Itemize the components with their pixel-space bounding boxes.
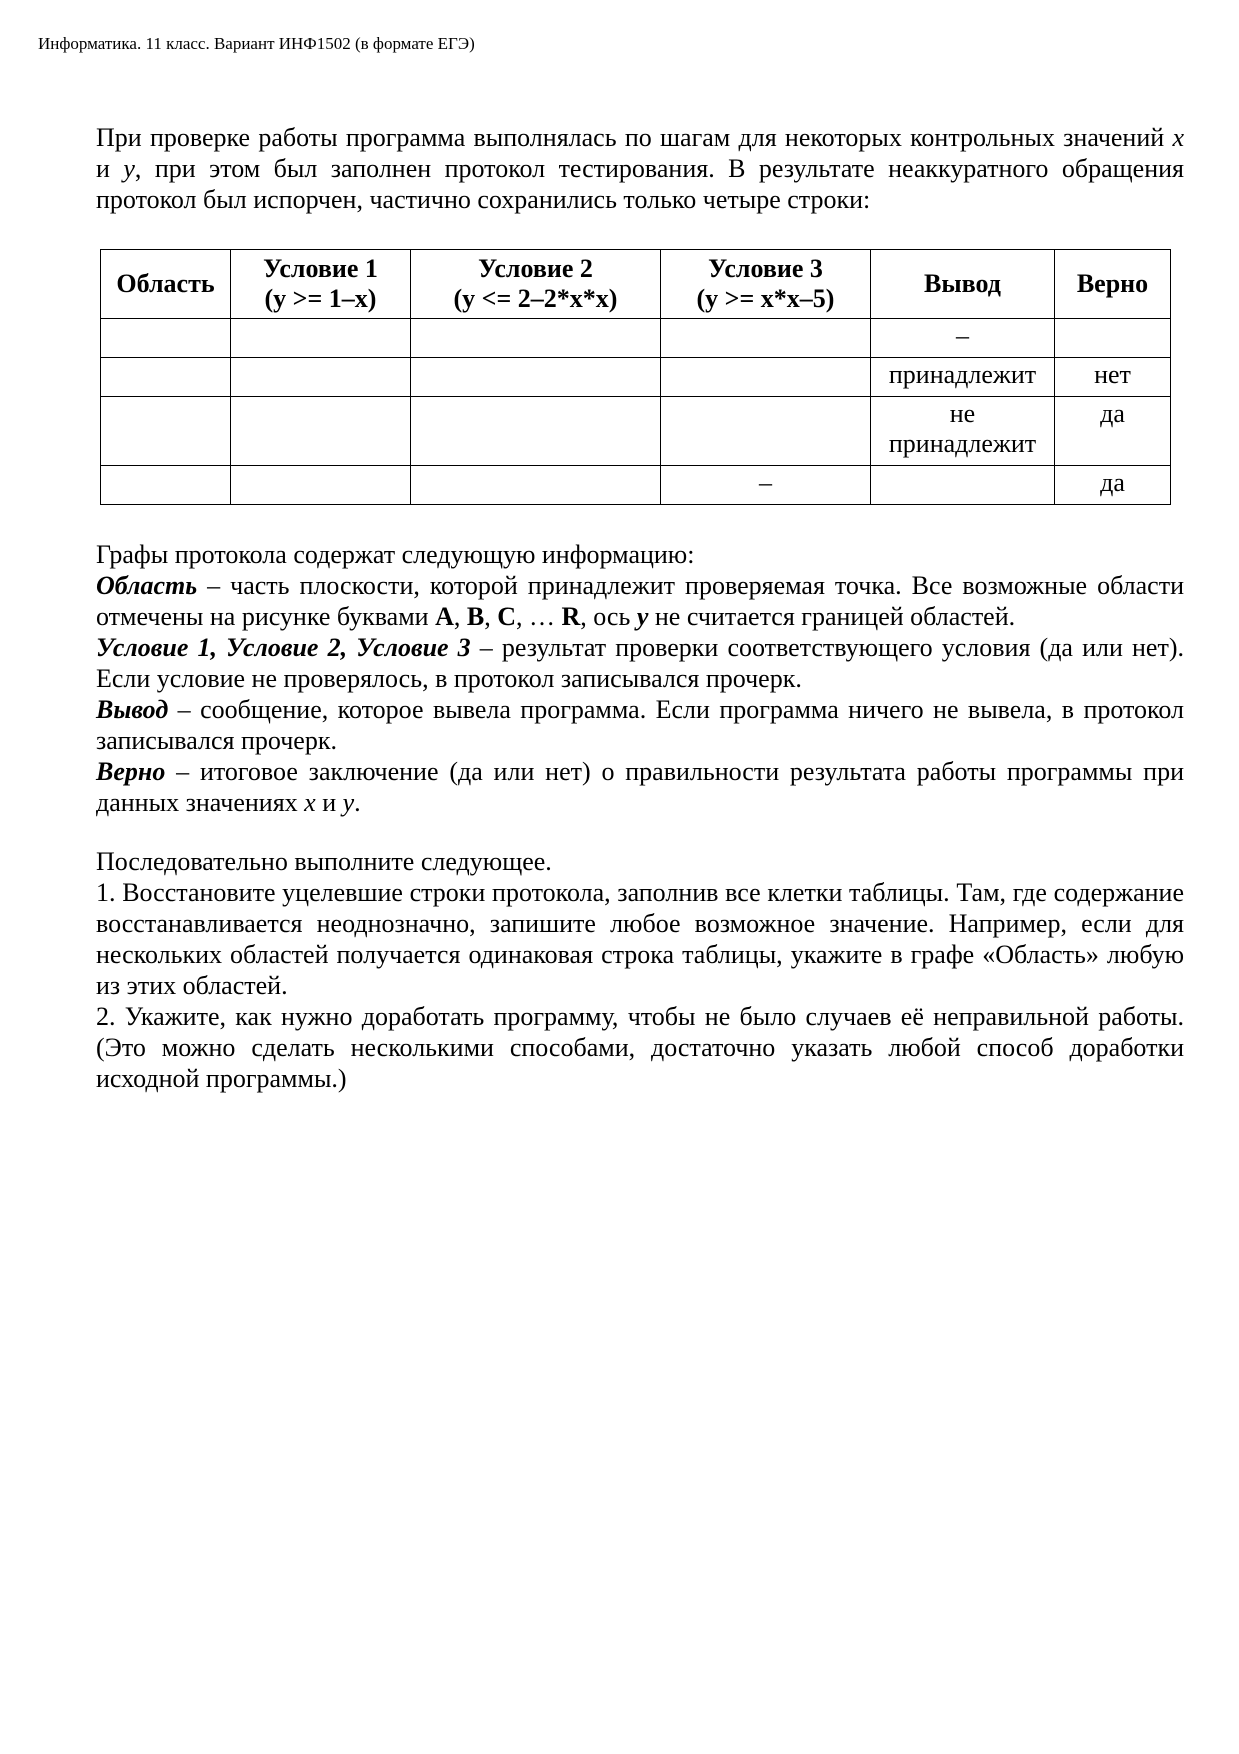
table-cell: да bbox=[1055, 397, 1171, 466]
table-cell: – bbox=[871, 319, 1055, 358]
var-y: y bbox=[342, 788, 355, 817]
header-cond3 bbox=[661, 250, 871, 319]
ellipsis: , … bbox=[516, 602, 562, 631]
table-row bbox=[101, 397, 1171, 466]
cond3-title: Условие 3 bbox=[708, 254, 823, 283]
def-output-label: Вывод bbox=[96, 695, 169, 724]
header-cond2 bbox=[411, 250, 661, 319]
var-x: x bbox=[1172, 123, 1184, 152]
table-cell bbox=[101, 358, 231, 397]
tasks-intro: Последовательно выполните следующее. bbox=[96, 847, 552, 876]
table-cell bbox=[101, 466, 231, 505]
table-cell bbox=[661, 319, 871, 358]
task-1: 1. Восстановите уцелевшие строки протокола, заполнив все клетки таблицы. Там, где содержание восстанавливается неоднозначно, запишите любое возможное значение. Например, если для нескольких областей получается одинаковая строка таблицы, укажите в графе «Область» любую из этих областей. bbox=[96, 878, 1184, 1000]
table-cell: – bbox=[661, 466, 871, 505]
letter-b: B bbox=[466, 602, 485, 631]
letter-a: A bbox=[435, 602, 454, 631]
def-area-text-2: не считается границей областей. bbox=[648, 602, 1016, 631]
table-row bbox=[101, 358, 1171, 397]
table-cell bbox=[411, 358, 661, 397]
intro-paragraph bbox=[96, 122, 1184, 215]
header-area: Область bbox=[101, 250, 231, 319]
def-area-label: Область bbox=[96, 571, 198, 600]
table-cell bbox=[231, 358, 411, 397]
document-body bbox=[96, 122, 1184, 1094]
table-cell bbox=[231, 397, 411, 466]
axis-y: y bbox=[636, 602, 649, 631]
table-cell bbox=[231, 319, 411, 358]
cond1-title: Условие 1 bbox=[263, 254, 378, 283]
def-cond-text: – результат проверки соответствующего условия (да или нет). Если условие не проверялось, в протокол записывался прочерк. bbox=[96, 633, 1184, 693]
intro-text-1: При проверке работы программа выполнялась по шагам для некоторых контрольных значений bbox=[96, 123, 1173, 152]
def-conditions bbox=[96, 632, 1184, 694]
def-correct bbox=[96, 756, 1184, 818]
table-cell bbox=[101, 319, 231, 358]
def-and: и bbox=[315, 788, 343, 817]
table-cell bbox=[871, 466, 1055, 505]
letter-c: C bbox=[497, 602, 516, 631]
table-cell bbox=[231, 466, 411, 505]
header-cond1 bbox=[231, 250, 411, 319]
intro-and: и bbox=[96, 154, 124, 183]
table-cell bbox=[101, 397, 231, 466]
header-correct: Верно bbox=[1055, 250, 1171, 319]
cond2-title: Условие 2 bbox=[478, 254, 593, 283]
table-cell: не принадлежит bbox=[871, 397, 1055, 466]
def-cond-label: Условие 1, Условие 2, Условие 3 bbox=[96, 633, 471, 662]
def-area bbox=[96, 570, 1184, 632]
cond2-expr: (y <= 2–2*x*x) bbox=[453, 284, 618, 313]
table-cell bbox=[1055, 319, 1171, 358]
table-header-row bbox=[101, 250, 1171, 319]
table-cell: нет bbox=[1055, 358, 1171, 397]
cond3-expr: (y >= x*x–5) bbox=[696, 284, 835, 313]
table-row bbox=[101, 319, 1171, 358]
page-header: Информатика. 11 класс. Вариант ИНФ1502 (в формате ЕГЭ) bbox=[38, 34, 475, 53]
def-area-text-1: – часть плоскости, которой принадлежит проверяемая точка. Все возможные области отмечены на рисунке буквами bbox=[96, 571, 1184, 631]
def-correct-text: – итоговое заключение (да или нет) о правильности результата работы программы при данных значениях bbox=[96, 757, 1184, 817]
table-cell bbox=[411, 397, 661, 466]
def-correct-label: Верно bbox=[96, 757, 166, 786]
sep-1: , bbox=[453, 602, 467, 631]
def-end: . bbox=[354, 788, 361, 817]
def-output bbox=[96, 694, 1184, 756]
table-cell bbox=[661, 358, 871, 397]
letter-r: R bbox=[561, 602, 581, 631]
protocol-table bbox=[100, 249, 1171, 505]
defs-intro: Графы протокола содержат следующую информацию: bbox=[96, 540, 695, 569]
def-output-text: – сообщение, которое вывела программа. Если программа ничего не вывела, в протокол записывался прочерк. bbox=[96, 695, 1184, 755]
axis-text: , ось bbox=[580, 602, 637, 631]
var-y: y bbox=[123, 154, 135, 183]
sep-2: , bbox=[484, 602, 498, 631]
table-cell bbox=[661, 397, 871, 466]
task-2: 2. Укажите, как нужно доработать программу, чтобы не было случаев её неправильной работы. (Это можно сделать несколькими способами, достаточно указать любой способ доработки исходной программы.) bbox=[96, 1002, 1184, 1093]
table-cell: да bbox=[1055, 466, 1171, 505]
table-cell bbox=[411, 466, 661, 505]
table-row bbox=[101, 466, 1171, 505]
intro-text-2: , при этом был заполнен протокол тестирования. В результате неаккуратного обращения протокол был испорчен, частично сохранились только четыре строки: bbox=[96, 154, 1184, 214]
cond1-expr: (y >= 1–x) bbox=[264, 284, 377, 313]
table-cell: принадлежит bbox=[871, 358, 1055, 397]
table-cell bbox=[411, 319, 661, 358]
var-x: x bbox=[304, 788, 316, 817]
header-output: Вывод bbox=[871, 250, 1055, 319]
